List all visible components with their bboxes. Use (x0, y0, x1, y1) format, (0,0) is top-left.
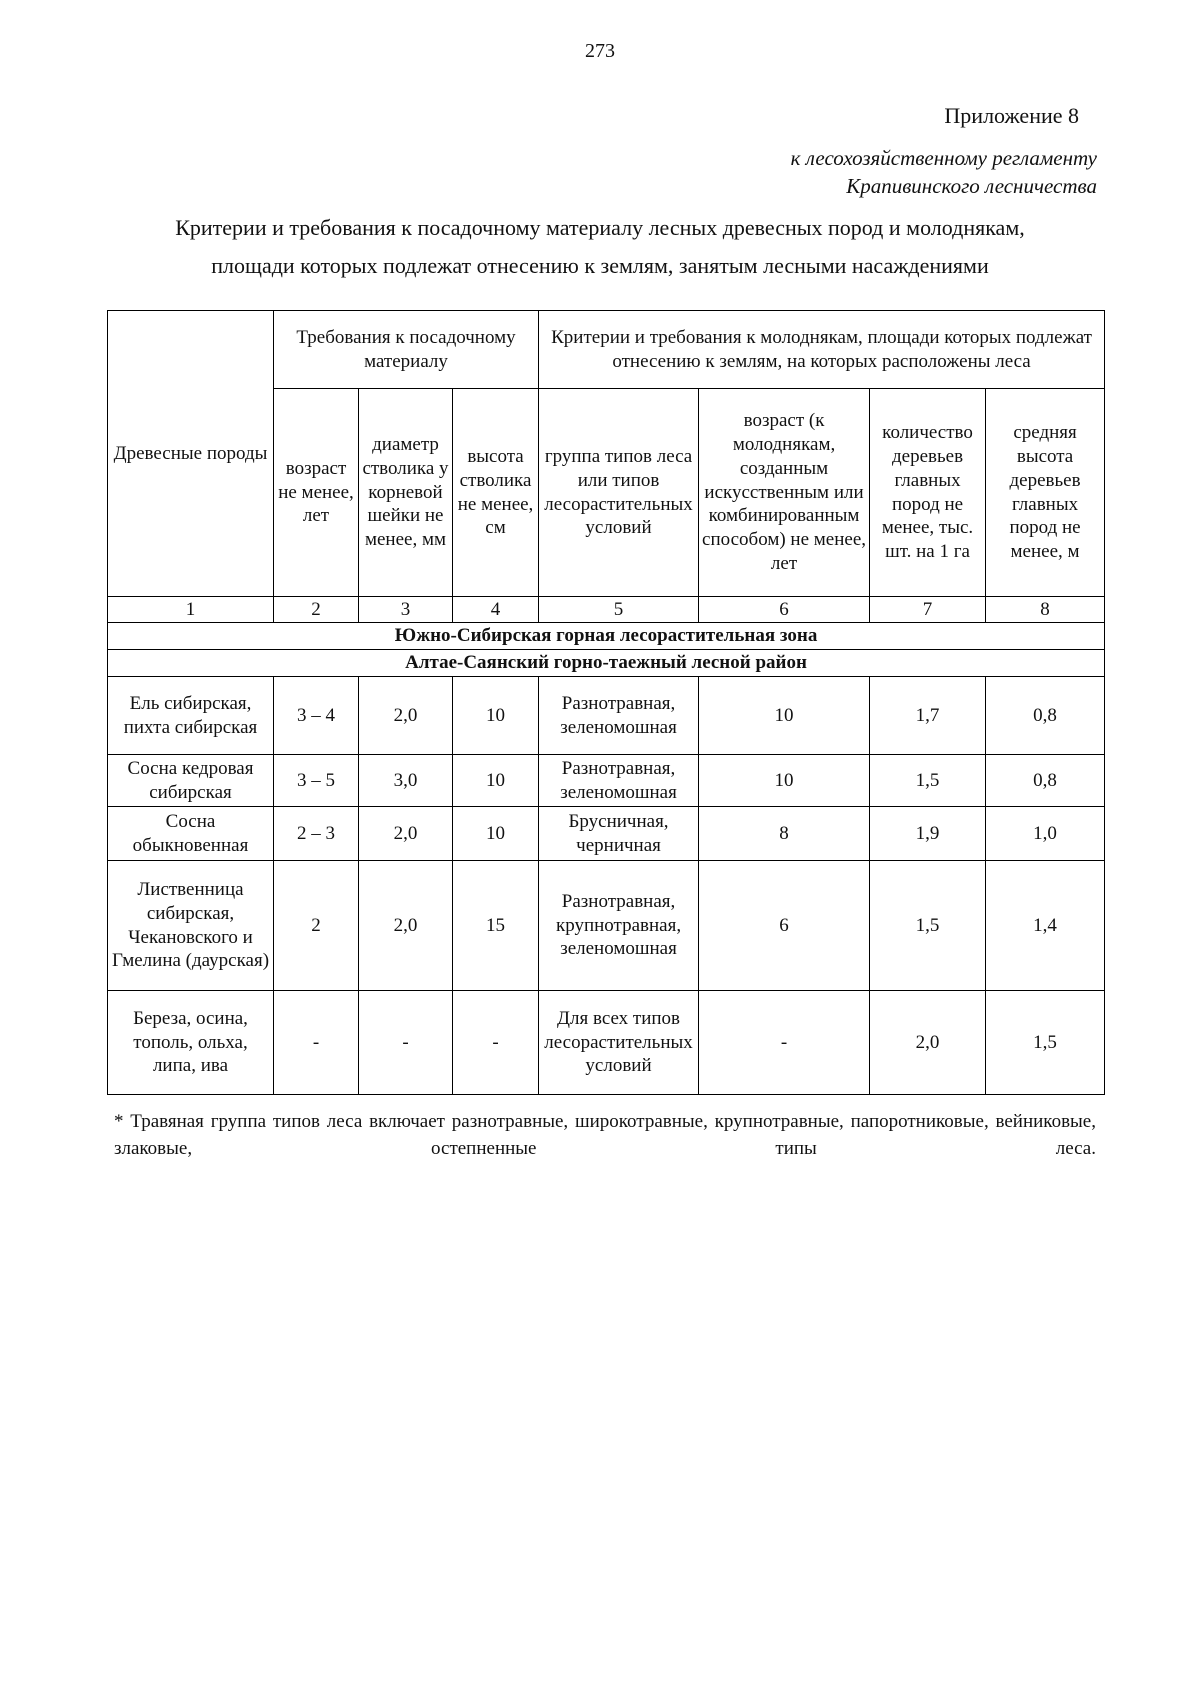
data-cell: 1,5 (870, 861, 986, 991)
data-cell: 1,5 (870, 755, 986, 807)
header-forest-type-group: группа типов леса или типов лесорастительных условий (539, 389, 699, 597)
regulation-line-1: к лесохозяйственному регламенту (790, 146, 1097, 170)
appendix-label: Приложение 8 (944, 103, 1079, 128)
data-cell: 6 (699, 861, 870, 991)
data-cell: Разнотравная, зеленомошная (539, 755, 699, 807)
data-cell: - (359, 991, 453, 1095)
data-cell: 3,0 (359, 755, 453, 807)
region-title: Алтае-Саянский горно-таежный лесной район (108, 650, 1105, 677)
column-number-row (108, 597, 1105, 623)
data-cell: 0,8 (986, 755, 1105, 807)
data-cell: 2,0 (359, 807, 453, 861)
regulation-line-2: Крапивинского лесничества (846, 174, 1097, 198)
zone-title: Южно-Сибирская горная лесорастительная зона (108, 623, 1105, 650)
data-cell: 3 – 4 (274, 677, 359, 755)
data-cell: - (453, 991, 539, 1095)
data-cell: Разнотравная, зеленомошная (539, 677, 699, 755)
header-young-stands: Критерии и требования к молоднякам, площади которых подлежат отнесению к землям, на которых расположены леса (539, 311, 1105, 389)
data-cell: - (274, 991, 359, 1095)
data-cell: 10 (699, 677, 870, 755)
data-cell: 3 – 5 (274, 755, 359, 807)
footnote: * Травяная группа типов леса включает разнотравные, широкотравные, крупнотравные, папоротниковые, вейниковые, злаковые, остепненные типы леса. (114, 1111, 1096, 1159)
data-cell: 10 (453, 677, 539, 755)
header-planting-material: Требования к посадочному материалу (274, 311, 539, 389)
header-avg-height: средняя высота деревьев главных пород не менее, м (986, 389, 1105, 597)
data-cell: 2 – 3 (274, 807, 359, 861)
data-cell: Брусничная, черничная (539, 807, 699, 861)
species-cell: Ель сибирская, пихта сибирская (108, 677, 274, 755)
data-cell: 10 (453, 755, 539, 807)
document-title-line-1: Критерии и требования к посадочному материалу лесных древесных пород и молоднякам, (175, 215, 1025, 240)
species-cell: Сосна обыкновенная (108, 807, 274, 861)
table-row (108, 755, 1105, 807)
column-number: 8 (986, 597, 1105, 623)
region-row (108, 650, 1105, 677)
data-cell: 8 (699, 807, 870, 861)
data-cell: Для всех типов лесорастительных условий (539, 991, 699, 1095)
data-cell: 2,0 (359, 861, 453, 991)
species-cell: Лиственница сибирская, Чекановского и Гмелина (даурская) (108, 861, 274, 991)
data-cell: 15 (453, 861, 539, 991)
column-number: 3 (359, 597, 453, 623)
data-cell: - (699, 991, 870, 1095)
zone-row (108, 623, 1105, 650)
header-age-min: возраст не менее, лет (274, 389, 359, 597)
data-cell: 2 (274, 861, 359, 991)
data-cell: 0,8 (986, 677, 1105, 755)
document-title-line-2: площади которых подлежат отнесению к землям, занятым лесными насаждениями (211, 253, 989, 278)
data-cell: 1,4 (986, 861, 1105, 991)
data-cell: 1,7 (870, 677, 986, 755)
header-species: Древесные породы (108, 311, 274, 597)
data-cell: 2,0 (359, 677, 453, 755)
column-number: 2 (274, 597, 359, 623)
table-row (108, 677, 1105, 755)
data-cell: 2,0 (870, 991, 986, 1095)
data-cell: Разнотравная, крупнотравная, зеленомошная (539, 861, 699, 991)
species-cell: Сосна кедровая сибирская (108, 755, 274, 807)
data-cell: 1,0 (986, 807, 1105, 861)
table-row (108, 861, 1105, 991)
data-cell: 10 (453, 807, 539, 861)
table-row (108, 991, 1105, 1095)
page-number: 273 (585, 40, 615, 62)
header-collar-diameter: диаметр стволика у корневой шейки не менее, мм (359, 389, 453, 597)
criteria-table (107, 310, 1105, 1095)
column-number: 7 (870, 597, 986, 623)
column-number: 1 (108, 597, 274, 623)
header-row-1 (108, 311, 1105, 389)
header-young-age: возраст (к молоднякам, созданным искусственным или комбинированным способом) не менее, лет (699, 389, 870, 597)
data-cell: 10 (699, 755, 870, 807)
column-number: 4 (453, 597, 539, 623)
column-number: 6 (699, 597, 870, 623)
header-stem-height: высота стволика не менее, см (453, 389, 539, 597)
column-number: 5 (539, 597, 699, 623)
species-cell: Береза, осина, тополь, ольха, липа, ива (108, 991, 274, 1095)
data-cell: 1,9 (870, 807, 986, 861)
table-row (108, 807, 1105, 861)
header-tree-count: количество деревьев главных пород не менее, тыс. шт. на 1 га (870, 389, 986, 597)
data-cell: 1,5 (986, 991, 1105, 1095)
